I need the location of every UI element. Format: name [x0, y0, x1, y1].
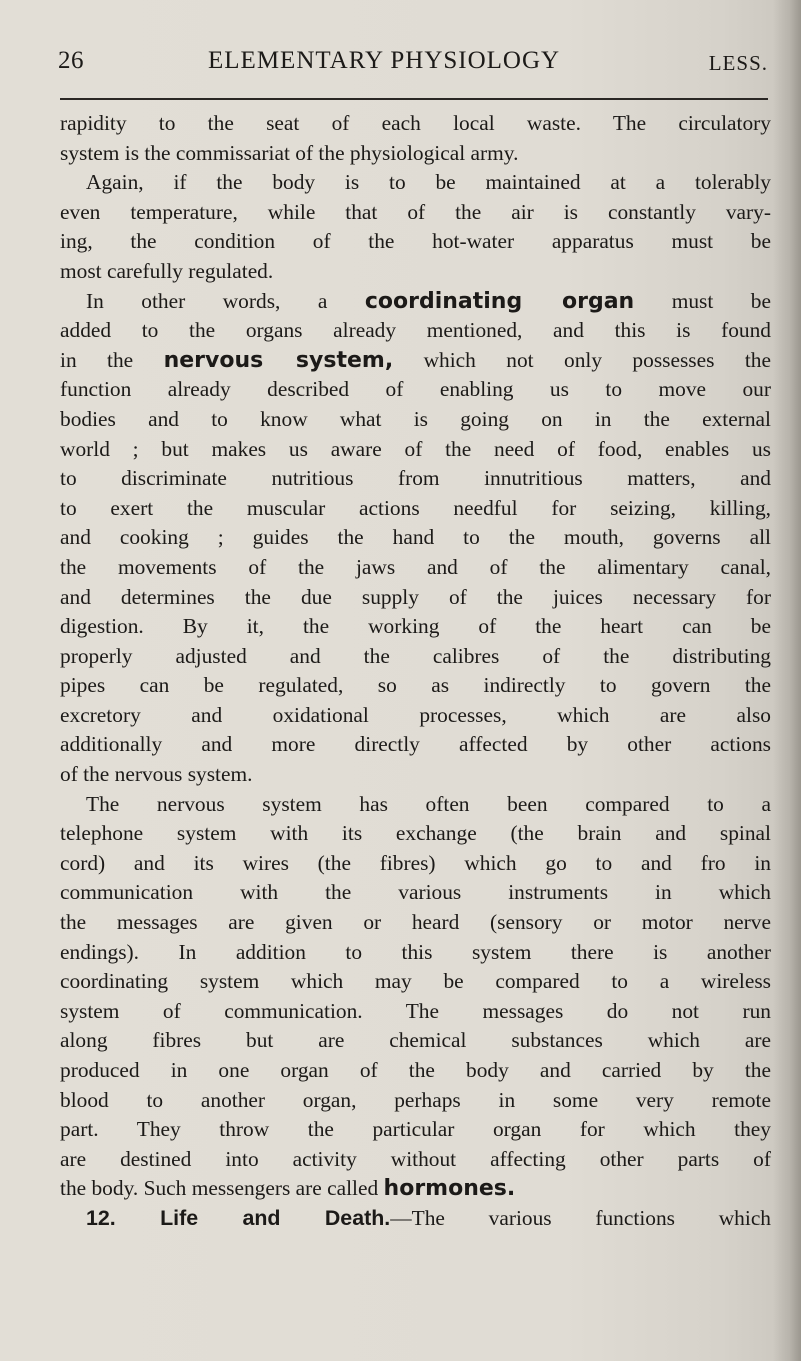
text-line: system of communication. The messages do not run — [60, 998, 771, 1023]
text-segment: which not only possesses the — [423, 347, 771, 372]
text-line: and cooking ; guides the hand to the mouth, governs all — [60, 525, 771, 550]
text-line: pipes can be regulated, so as indirectly to govern the — [60, 673, 771, 698]
text-line: Again, if the body is to be maintained at a tolerably — [86, 170, 771, 195]
text-line: system is the commissariat of the physiological army. — [60, 140, 519, 165]
text-line — [60, 1204, 771, 1234]
text-line: additionally and more directly affected by other actions — [60, 732, 771, 757]
text-line: to exert the muscular actions needful for seizing, killing, — [60, 495, 771, 520]
text-line: the movements of the jaws and of the alimentary canal, — [60, 554, 771, 579]
text-segment: the body. Such messengers are called — [60, 1176, 379, 1201]
text-line: added to the organs already mentioned, and this is found — [60, 318, 771, 343]
text-line: the messages are given or heard (sensory or motor nerve — [60, 910, 771, 935]
section-heading: 12. Life and Death. — [86, 1205, 391, 1230]
text-line: excretory and oxidational processes, which are also — [60, 702, 771, 727]
text-line: communication with the various instruments in which — [60, 880, 771, 905]
text-line: properly adjusted and the calibres of the distributing — [60, 643, 771, 668]
running-title: ELEMENTARY PHYSIOLOGY — [208, 47, 561, 74]
text-line: coordinating system which may be compared to a wireless — [60, 969, 771, 994]
text-line: produced in one organ of the body and carried by the — [60, 1058, 771, 1082]
text-line: ing, the condition of the hot-water apparatus must be — [60, 229, 771, 254]
text-line: most carefully regulated. — [60, 258, 274, 283]
text-line: are destined into activity without affecting other parts of — [60, 1146, 771, 1171]
text-line: part. They throw the particular organ for which they — [60, 1117, 771, 1142]
body-text — [60, 109, 771, 1234]
text-line — [60, 287, 771, 317]
text-segment: In other words, a — [86, 288, 328, 313]
page-edge-shadow — [773, 0, 801, 1361]
text-line: cord) and its wires (the fibres) which go to and fro in — [60, 850, 771, 875]
header-rule — [60, 98, 768, 100]
text-segment: must be — [671, 288, 771, 313]
text-line: endings). In addition to this system there is another — [60, 939, 771, 964]
text-segment: —The various functions which — [390, 1205, 772, 1230]
text-segment: in the — [60, 347, 134, 372]
text-line: world ; but makes us aware of the need of food, enables us — [60, 436, 771, 461]
text-line: to discriminate nutritious from innutritious matters, and — [60, 466, 771, 491]
text-line: rapidity to the seat of each local waste. The circulatory — [60, 111, 771, 135]
text-line: along fibres but are chemical substances which are — [60, 1028, 771, 1053]
text-line: bodies and to know what is going on in the external — [60, 406, 771, 431]
key-term: coordinating organ — [364, 288, 635, 314]
text-line: The nervous system has often been compared to a — [86, 791, 771, 816]
page-number: 26 — [58, 47, 84, 74]
text-line: function already described of enabling us to move our — [60, 377, 771, 402]
page-header — [58, 47, 768, 81]
text-line: even temperature, while that of the air is constantly vary- — [60, 199, 771, 224]
text-line: digestion. By it, the working of the heart can be — [60, 614, 771, 639]
key-term: nervous system, — [163, 347, 394, 373]
text-line: telephone system with its exchange (the brain and spinal — [60, 821, 771, 846]
text-line — [60, 1174, 771, 1204]
text-line: blood to another organ, perhaps in some very remote — [60, 1087, 771, 1112]
key-term: hormones. — [383, 1176, 516, 1202]
text-line — [60, 346, 771, 376]
text-line: of the nervous system. — [60, 762, 253, 787]
section-label: LESS. — [708, 51, 768, 75]
text-line: and determines the due supply of the juices necessary for — [60, 584, 771, 609]
